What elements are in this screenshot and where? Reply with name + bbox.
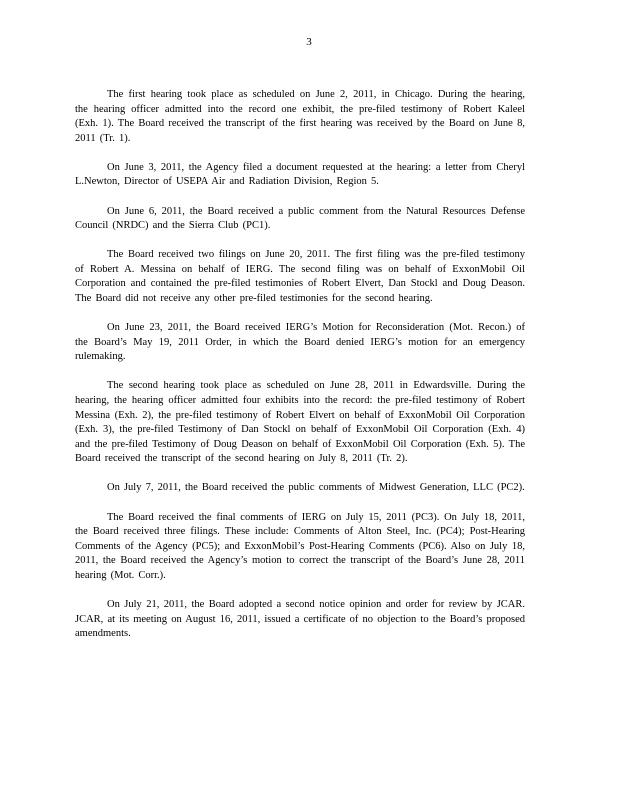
paragraph-final-comments: The Board received the final comments of IERG on July 15, 2011 (PC3). On July 18, 2011, the Board received three filings. These include: Comments of Alton Steel, Inc. (PC4); Post-Hearing Comments of the Agency (PC5); and ExxonMobil’s Post-Hearing Comments (PC6). Also on July 18, 2011, the Board received the Agency’s motion to correct the transcript of the Board’s June 28, 2011 hearing (Mot. Corr.). xyxy=(75,511,525,581)
paragraph-first-hearing: The first hearing took place as scheduled on June 2, 2011, in Chicago. During the hearing, the hearing officer admitted into the record one exhibit, the pre-filed testimony of Robert Kaleel (Exh. 1). The Board received the transcript of the first hearing was received by the Board on June 8, 2011 (Tr. 1). xyxy=(75,89,525,144)
paragraph-motion-reconsideration: On June 23, 2011, the Board received IERG’s Motion for Reconsideration (Mot. Recon.) of the Board’s May 19, 2011 Order, in which the Board denied IERG’s motion for an emergency rulemaking. xyxy=(75,322,525,363)
paragraph-second-notice: On July 21, 2011, the Board adopted a second notice opinion and order for review by JCAR. JCAR, at its meeting on August 16, 2011, issued a certificate of no objection to the Board’s proposed amendments. xyxy=(75,599,525,640)
paragraph-public-comment-pc2: On July 7, 2011, the Board received the public comments of Midwest Generation, LLC (PC2). xyxy=(107,482,525,494)
paragraph-public-comment-pc1: On June 6, 2011, the Board received a public comment from the Natural Resources Defense Council (NRDC) and the Sierra Club (PC1). xyxy=(75,205,525,232)
paragraph-agency-filing: On June 3, 2011, the Agency filed a document requested at the hearing: a letter from Cheryl L.Newton, Director of USEPA Air and Radiation Division, Region 5. xyxy=(75,161,525,188)
page-number: 3 xyxy=(306,36,312,48)
paragraph-two-filings: The Board received two filings on June 20, 2011. The first filing was the pre-filed testimony of Robert A. Messina on behalf of IERG. The second filing was on behalf of ExxonMobil Oil Corporation and contained the pre-filed testimonies of Robert Elvert, Dan Stockl and Doug Deason. The Board did not receive any other pre-filed testimonies for the second hearing. xyxy=(75,249,525,305)
document-body xyxy=(75,88,525,656)
paragraph-second-hearing: The second hearing took place as scheduled on June 28, 2011 in Edwardsville. During the hearing, the hearing officer admitted four exhibits into the record: the pre-filed testimony of Robert Messina (Exh. 2), the pre-filed testimony of Robert Elvert on behalf of ExxonMobil Oil Corporation (Exh. 3), the pre-filed Testimony of Dan Stockl on behalf of ExxonMobil Oil Corporation (Exh. 4) and the pre-filed Testimony of Doug Deason on behalf of ExxonMobil Oil Corporation (Exh. 5). The Board received the transcript of the second hearing on July 8, 2011 (Tr. 2). xyxy=(75,380,525,465)
